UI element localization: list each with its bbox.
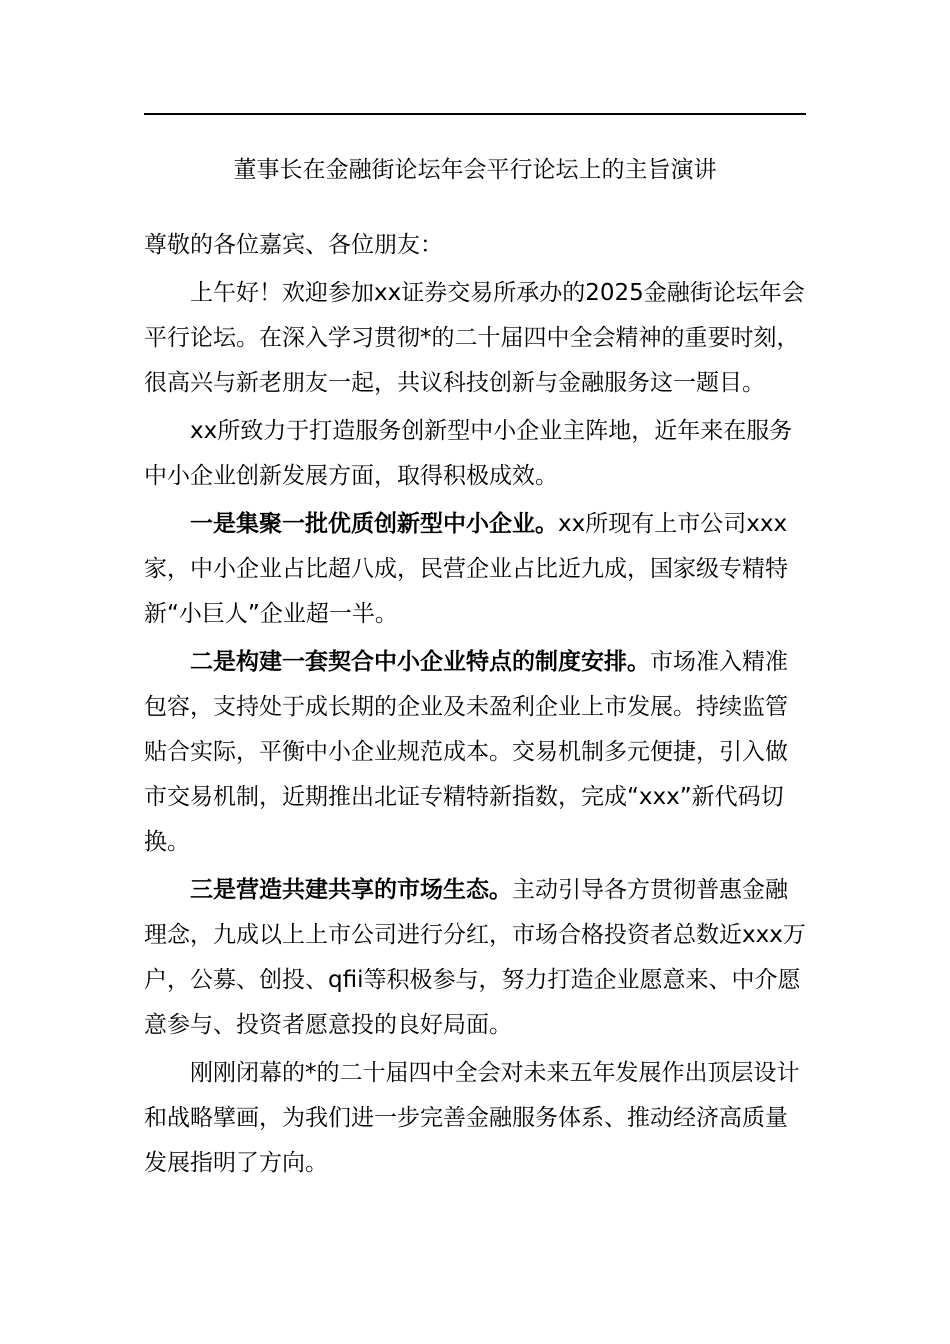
paragraph-point-two bbox=[144, 640, 810, 865]
paragraph-lead: 三是营造共建共享的市场生态。 bbox=[190, 877, 512, 903]
paragraph-greeting bbox=[144, 271, 810, 406]
paragraph-closing bbox=[144, 1051, 810, 1186]
paragraph-text: 刚刚闭幕的*的二十届四中全会对未来五年发展作出顶层设计和战略擘画，为我们进一步完善金融服务体系、推动经济高质量发展指明了方向。 bbox=[144, 1060, 800, 1176]
paragraph-point-one bbox=[144, 502, 810, 637]
paragraph-text: xx所致力于打造服务创新型中小企业主阵地，近年来在服务中小企业创新发展方面，取得积极成效。 bbox=[144, 418, 793, 489]
paragraph-text: 市场准入精准包容，支持处于成长期的企业及未盈利企业上市发展。持续监管贴合实际，平衡中小企业规范成本。交易机制多元便捷，引入做市交易机制，近期推出北证专精特新指数，完成“xxx”新代码切换。 bbox=[144, 649, 788, 855]
document-body bbox=[144, 223, 810, 1186]
paragraph-lead: 一是集聚一批优质创新型中小企业。 bbox=[190, 511, 558, 537]
paragraph-text: xx所现有上市公司xxx家，中小企业占比超八成，民营企业占比近九成，国家级专精特新“小巨人”企业超一半。 bbox=[144, 511, 788, 627]
document-title: 董事长在金融街论坛年会平行论坛上的主旨演讲 bbox=[233, 157, 717, 183]
paragraph-point-three bbox=[144, 868, 810, 1048]
header-rule bbox=[144, 113, 806, 115]
paragraph-overview bbox=[144, 409, 810, 499]
paragraph-text: 上午好！欢迎参加xx证券交易所承办的2025金融街论坛年会平行论坛。在深入学习贯彻*的二十届四中全会精神的重要时刻，很高兴与新老朋友一起，共议科技创新与金融服务这一题目。 bbox=[144, 280, 805, 396]
paragraph-text: 主动引导各方贯彻普惠金融理念，九成以上上市公司进行分红，市场合格投资者总数近xxx万户，公募、创投、qfii等积极参与，努力打造企业愿意来、中介愿意参与、投资者愿意投的良好局面。 bbox=[144, 877, 806, 1038]
paragraph-lead: 二是构建一套契合中小企业特点的制度安排。 bbox=[190, 649, 650, 675]
salutation: 尊敬的各位嘉宾、各位朋友： bbox=[144, 232, 443, 258]
